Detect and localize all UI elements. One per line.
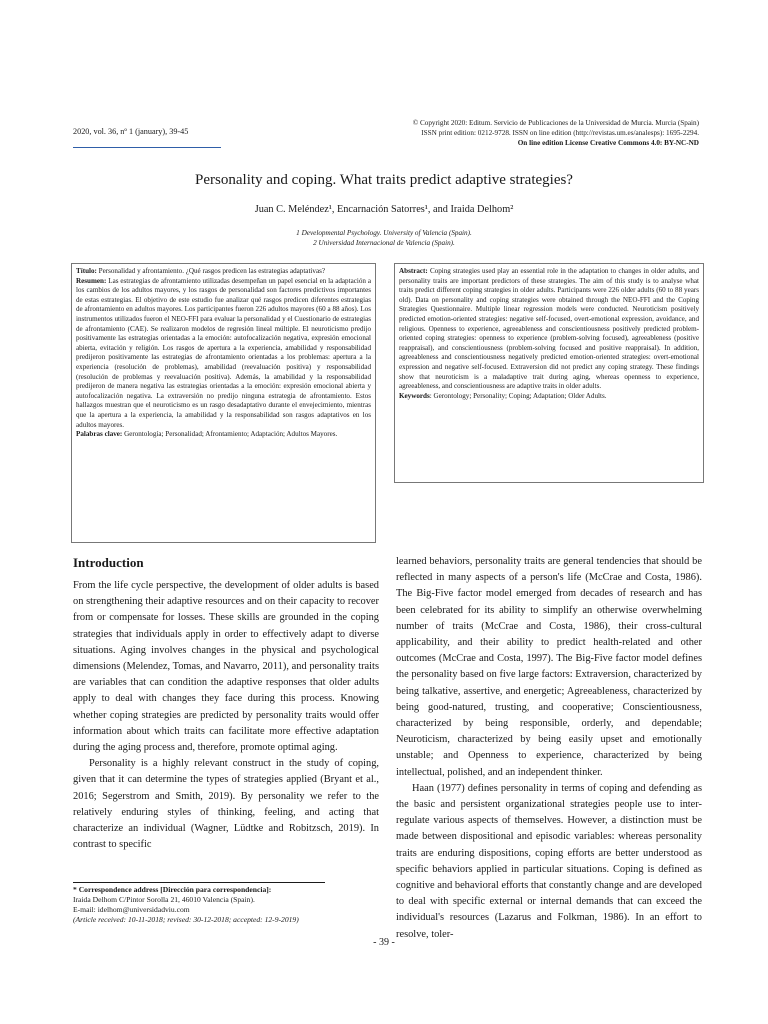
article-dates: (Article received: 10-11-2018; revised: 30-12-2018; accepted: 12-9-2019) bbox=[73, 915, 299, 924]
journal-link[interactable]: http://revistas.um.es/analesps bbox=[575, 129, 660, 137]
keywords-label: Keywords bbox=[399, 391, 430, 400]
body-column-right bbox=[396, 554, 702, 943]
intro-paragraph-1: From the life cycle perspective, the development of older adults is based on strengthening their adaptive resources and on their capacity to recover from or compensate for losses. These skills are grounded in the coping strategies that individuals apply in order to effectively adapt to diverse situations. Aging involves changes in the physical and psychological dimensions (Melendez, Tomas, and Navarro, 2011), and personality traits are variables that can condition the adaptive responses that older adults apply to deal with changes they face during this process. Knowing whether coping strategies are predicted by personality traits would offer information about which traits can facilitate more effective adaptation during the aging process and, therefore, promote optimal aging. bbox=[73, 580, 379, 754]
affiliation-2: 2 Universidad Internacional de Valencia (Spain). bbox=[313, 239, 455, 247]
email-link[interactable]: idelhom@universidadviu.com bbox=[97, 905, 190, 914]
abstract-text: Coping strategies used play an essential role in the adaptation to changes in older adults, and personality traits are important predictors of these strategies. The aim of this study is to analyse what traits predict different coping strategies in older adults. Participants were 226 older adults (60 to 88 years old). Data on personality and coping strategies were obtained through the NEO-FFI and the Coping Strategies Questionnaire. Multiple linear regression models were conducted. Neuroticism positively predicted emotion-oriented strategies: negative self-focused, overt-emotional expression, avoidance, and religious. Openness to experience, agreeableness and conscientiousness positively predicted problem-oriented coping strategies: openness to experience (problem-solving focused), agreeableness (positive reappraisal), and conscientiousness (problem-solving focused and positive reappraisal). In addition, agreeableness and conscientiousness negatively predicted emotion-oriented strategies: overt-emotional expression and negative self-focused. Extraversion did not predict any coping strategy. These findings show that neuroticism is a maladaptive trait during aging, whereas openness to experience, agreeableness, and conscientiousness are adaptive traits in older adults. bbox=[399, 267, 700, 391]
intro-paragraph-3: learned behaviors, personality traits are general tendencies that should be reflected in many aspects of a person's life (McCrae and Costa, 1986). The Big-Five factor model emerged from decades of research and has been celebrated for its ability to simplify an otherwise overwhelming number of traits (McCrae and Costa, 1986), their cross-cultural applicability, and their ability to predict health-related and other outcomes (McCrae and Costa, 1997). The Big-Five factor model defines the personality based on five large factors: Extraversion, characterized by being talkative, assertive, and energetic; Agreeableness, characterized by being good-natured, trusting, and cooperative; Conscientiousness, characterized by being responsible, orderly, and dependable; Neuroticism, characterized by being easily upset and emotionally unstable; and Openness to experience, characterized by being intellectual, polished, and an independent thinker. bbox=[396, 556, 702, 778]
spanish-title-text: Personalidad y afrontamiento. ¿Qué rasgos predicen las estrategias adaptativas? bbox=[98, 267, 325, 275]
palabras-clave-label: Palabras clave: bbox=[76, 430, 123, 439]
correspondence-box bbox=[73, 882, 325, 925]
affiliations bbox=[0, 228, 768, 248]
header-rule bbox=[73, 147, 221, 148]
issn-line bbox=[413, 128, 699, 138]
copyright-block bbox=[413, 118, 699, 148]
license-line: On line edition License Creative Commons 4.0: BY-NC-ND bbox=[517, 139, 699, 147]
issn-prefix: ISSN print edition: 0212-9728. ISSN on line edition ( bbox=[421, 129, 576, 137]
spanish-title-label: Título: bbox=[76, 267, 97, 275]
copyright-line: © Copyright 2020: Editum. Servicio de Publicaciones de la Universidad de Murcia. Murcia (Spain) bbox=[412, 119, 699, 127]
resumen-label: Resumen: bbox=[76, 276, 107, 285]
article-title: Personality and coping. What traits predict adaptive strategies? bbox=[195, 172, 573, 188]
palabras-clave-text: Gerontología; Personalidad; Afrontamiento; Adaptación; Adultos Mayores. bbox=[124, 430, 338, 439]
abstract-label: Abstract: bbox=[399, 267, 428, 275]
correspondence-heading: * Correspondence address [Dirección para correspondencia]: bbox=[73, 885, 272, 894]
intro-paragraph-4: Haan (1977) defines personality in terms of coping and defending as the basic and persistent organizational strategies people use to inter-regulate various aspects of themselves. However, a distinction must be made between dispositional and episodic variables: whereas personality traits are enduring dispositions, coping efforts are better understood as specific behaviors applied in particular situations. Coping is defined as cognitive and behavioral efforts that constantly change and are developed to deal with specific external or internal demands that can exceed the individual's resources (Lazarus and Folkman, 1986). In an effort to resolve, toler- bbox=[396, 782, 702, 940]
body-column-left bbox=[73, 578, 379, 853]
spanish-resumen bbox=[76, 277, 371, 431]
english-keywords bbox=[399, 392, 699, 402]
journal-reference: 2020, vol. 36, nº 1 (january), 39-45 bbox=[73, 127, 189, 136]
spanish-abstract-box bbox=[71, 263, 376, 543]
correspondence-address: Iraida Delhom C/Pintor Sorolla 21, 46010 Valencia (Spain). bbox=[73, 895, 255, 904]
correspondence-email-line bbox=[73, 905, 325, 915]
introduction-heading: Introduction bbox=[73, 555, 144, 570]
intro-paragraph-2: Personality is a highly relevant construct in the study of coping, given that it can determine the types of strategies applied (Bryant et al., 2016; Segerstrom and Smith, 2019). By personality we refer to the relatively enduring styles of thinking, feeling, and acting that characterize an individual (Wagner, Lüdtke and Robitzsch, 2019). In contrast to specific bbox=[73, 758, 379, 851]
english-abstract bbox=[399, 267, 699, 392]
authors: Juan C. Meléndez¹, Encarnación Satorres¹, and Iraida Delhom² bbox=[254, 204, 514, 215]
email-label: E-mail: bbox=[73, 905, 96, 914]
issn-suffix: ): 1695-2294. bbox=[659, 129, 699, 137]
keywords-text: : Gerontology; Personality; Coping; Adaptation; Older Adults. bbox=[429, 391, 607, 400]
english-abstract-box bbox=[394, 263, 704, 483]
affiliation-1: 1 Developmental Psychology. University of Valencia (Spain). bbox=[296, 229, 472, 237]
page-number: - 39 - bbox=[373, 937, 395, 948]
spanish-keywords bbox=[76, 430, 371, 440]
spanish-title bbox=[76, 267, 371, 277]
resumen-text: Las estrategias de afrontamiento utilizadas desempeñan un papel esencial en la adaptación a los cambios de los adultos mayores, y los rasgos de personalidad son factores predictivos importantes de estas estrategias. El objetivo de este estudio fue analizar qué rasgos predicen diferentes estrategias de afrontamiento en adultos mayores. Los participantes fueron 226 adultos mayores (60 a 88 años). Los instrumentos utilizados fueron el NEO-FFI para evaluar la personalidad y el Cuestionario de estrategias de afrontamiento (CAE). Se realizaron modelos de regresión lineal múltiple. El neuroticismo predijo positivamente las estrategias orientadas a la emoción: autofocalización negativa, expresión emocional abierta, evitación y religión. Los rasgos de apertura a la experiencia, amabilidad y responsabilidad predijeron positivamente las estrategias de afrontamiento orientadas a los problemas: apertura a la experiencia (resolución de problemas), amabilidad (reevaluación positiva) y responsabilidad (resolución de problemas y reevaluación positiva). Además, la amabilidad y la responsabilidad predijeron de manera negativa las estrategias orientadas a la emoción: expresión emocional abierta y autofocalización negativa. La extraversión no predijo ninguna estrategia de afrontamiento. Estos hallazgos muestran que el neuroticismo es un rasgo desadaptativo durante el envejecimiento, mientras que la apertura a la experiencia, la amabilidad y la responsabilidad son rasgos adaptativos en los adultos mayores. bbox=[76, 276, 371, 429]
